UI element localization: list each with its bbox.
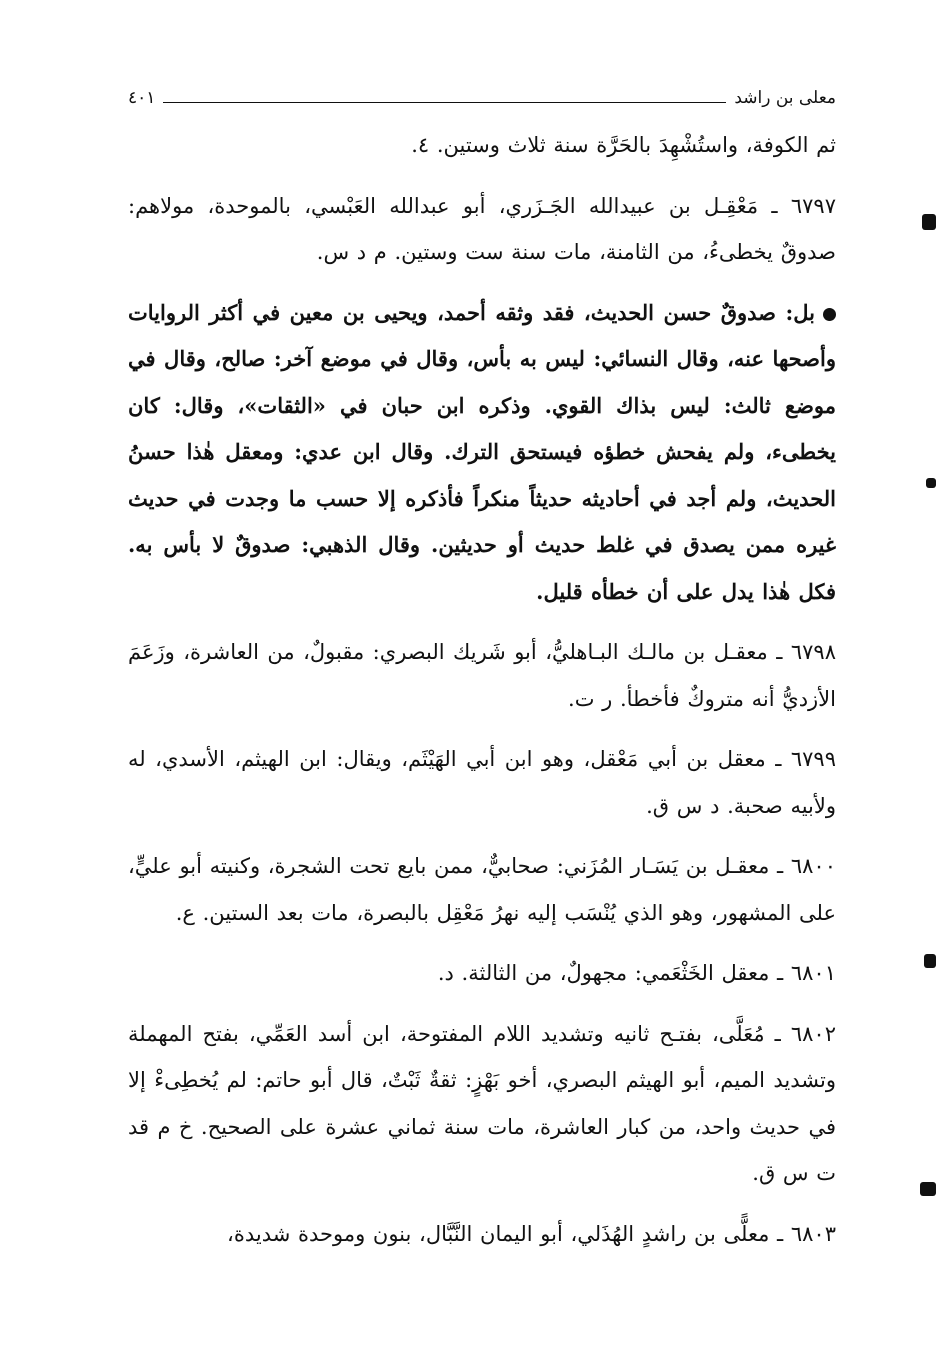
entry-6803: ٦٨٠٣ ـ معلًّى بن راشدٍ الهُذَلي، أبو اليمان النَّبَّال، بنون وموحدة شديدة،	[227, 1221, 836, 1246]
page-header	[128, 82, 836, 108]
page-number: ٤٠١	[128, 88, 156, 108]
page-body	[128, 122, 836, 1257]
scan-mark	[926, 478, 936, 488]
running-title: معلى بن راشد	[734, 88, 836, 108]
commentary-text: بل: صدوقٌ حسن الحديث، فقد وثقه أحمد، ويحيى بن معين في أكثر الروايات وأصحها عنه، وقال النسائي: ليس به بأس، وقال في موضع آخر: صالح، وقال في موضع ثالث: ليس بذاك القوي. وذكره ابن حبان في «الثقات»، وقال: كان يخطىء، ولم يفحش خطؤه فيستحق الترك. وقال ابن عدي: ومعقل هٰذا حسنُ الحديث، ولم أجد في أحاديثه حديثاً منكراً فأذكره إلا حسب ما وجدت في حديث غيره ممن يصدق في غلط حديث أو حديثين. وقال الذهبي: صدوقٌ لا بأس به. فكل هٰذا يدل على أن خطأه قليل.	[128, 299, 836, 604]
paragraph-continuation: ثم الكوفة، واستُشْهِدَ بالحَرَّة سنة ثلاث وستين. ٤.	[411, 133, 836, 157]
entry-6800: ٦٨٠٠ ـ معقـل بن يَسَـار المُزَني: صحابيٌّ، ممن بايع تحت الشجرة، وكنيته أبو عليٍّ، على المشهور، وهو الذي يُنْسَب إليه نهرُ مَعْقِل بالبصرة، مات بعد الستين. ع.	[128, 854, 836, 925]
entry-6798: ٦٧٩٨ ـ معقـل بن مالـك البـاهليُّ، أبو شَريك البصري: مقبولٌ، من العاشرة، وزَعَمَ الأزديُّ أنه متروكٌ فأخطأ. ر ت.	[128, 640, 836, 711]
header-rule	[163, 102, 726, 103]
entry-6799: ٦٧٩٩ ـ معقل بن أبي مَعْقل، وهو ابن أبي الهَيْثَم، ويقال: ابن الهيثم، الأسدي، له ولأبيه صحبة. د س ق.	[128, 747, 836, 818]
scan-mark	[924, 954, 936, 968]
entry-6802: ٦٨٠٢ ـ مُعَلَّى، بفتـح ثانيه وتشديد اللام المفتوحة، ابن أسد العَمِّي، بفتح المهملة وتشديد الميم، أبو الهيثم البصري، أخو بَهْزٍ: ثقةٌ ثَبْتٌ، قال أبو حاتم: لم يُخطِىءْ إلا في حديث واحد، من كبار العاشرة، مات سنة ثماني عشرة على الصحيح. خ م قد ت س ق.	[128, 1021, 836, 1185]
scan-mark	[922, 214, 936, 230]
book-page	[128, 82, 836, 1271]
bullet-icon	[823, 308, 836, 321]
entry-6797: ٦٧٩٧ ـ مَعْقِـل بن عبيدالله الجَـزَري، أبو عبدالله العَبْسي، بالموحدة، مولاهم: صدوقٌ يخطىءُ، من الثامنة، مات سنة ست وستين. م د س.	[128, 193, 836, 264]
entry-6801: ٦٨٠١ ـ معقل الخَثْعَمي: مجهولٌ، من الثالثة. د.	[437, 961, 836, 985]
scan-mark	[920, 1182, 936, 1196]
commentary-6797	[128, 290, 836, 616]
